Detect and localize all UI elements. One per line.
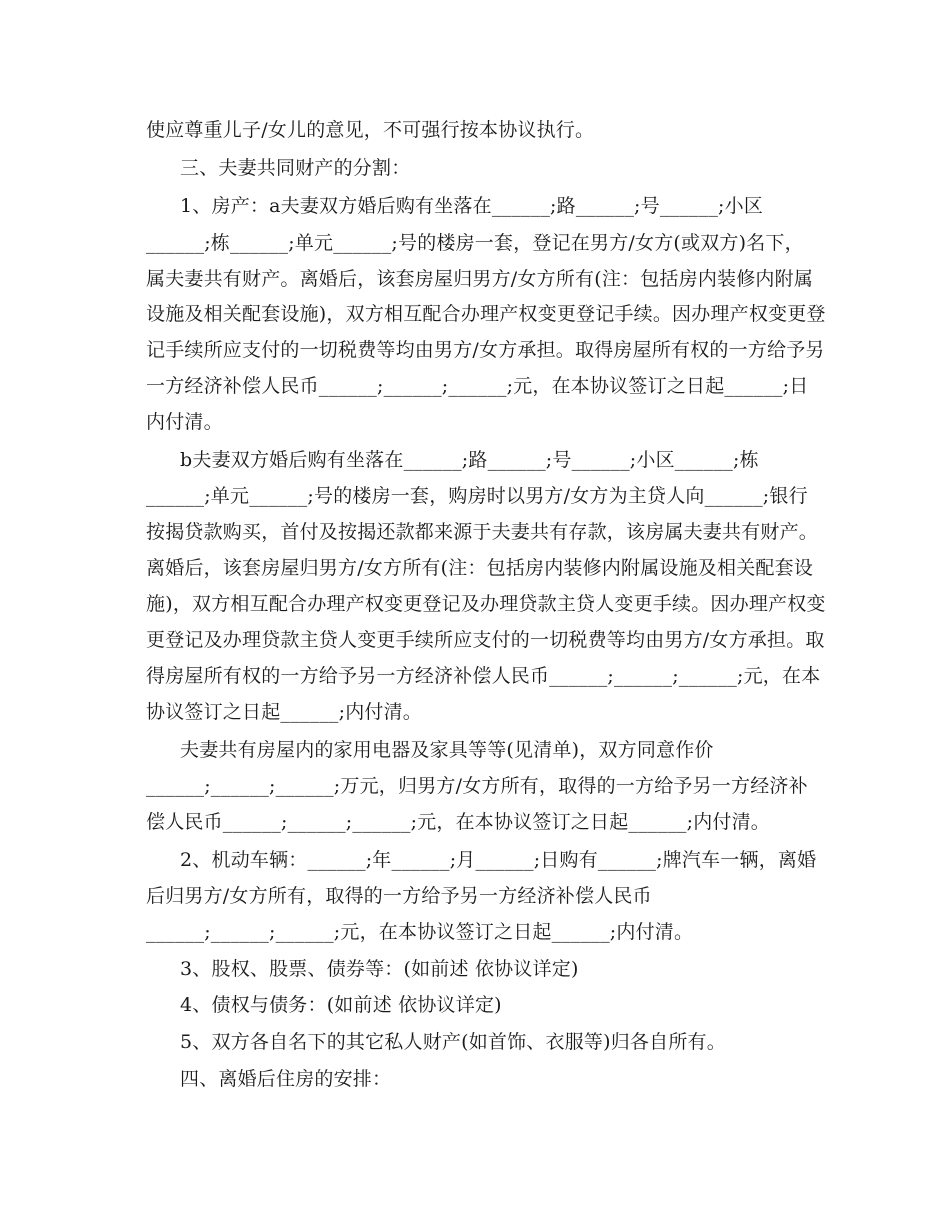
paragraph-line: 更登记及办理贷款主贷人变更手续所应支付的一切税费等均由男方/女方承担。取 [146,629,825,651]
paragraph-line: 夫妻共有房屋内的家用电器及家具等等(见清单)，双方同意作价 [180,739,714,761]
list-item: 3、股权、股票、债券等：(如前述 依协议详定) [180,958,579,980]
paragraph-line: 按揭贷款购买，首付及按揭还款都来源于夫妻共有存款，该房属夫妻共有财产。 [146,521,819,543]
paragraph-line: ______;栋______;单元______;号的楼房一套，登记在男方/女方(或双方)名下， [146,232,804,254]
paragraph-line: b夫妻双方婚后购有坐落在______;路______;号______;小区______;栋 [180,449,759,471]
list-item: 4、债权与债务：(如前述 依协议详定) [180,994,502,1016]
paragraph-line: ______;______;______;元，在本协议签订之日起______;内付清。 [146,921,694,943]
paragraph-line: 偿人民币______;______;______;元，在本协议签订之日起______;内付清。 [146,811,771,833]
section-heading: 三、夫妻共同财产的分割： [180,157,411,179]
list-item: 5、双方各自名下的其它私人财产(如首饰、衣服等)归各自所有。 [180,1031,726,1053]
paragraph-line: 离婚后，该套房屋归男方/女方所有(注：包括房内装修内附属设施及相关配套设 [146,557,814,579]
paragraph-line: 内付清。 [146,411,223,433]
section-heading: 四、离婚后住房的安排： [180,1068,392,1090]
paragraph-line: ______;______;______;万元，归男方/女方所有，取得的一方给予另一方经济补 [146,775,808,797]
paragraph-line: ______;单元______;号的楼房一套，购房时以男方/女方为主贷人向______;银行 [146,485,808,507]
paragraph-line: 协议签订之日起______;内付清。 [146,701,423,723]
paragraph-line: 属夫妻共有财产。离婚后，该套房屋归男方/女方所有(注：包括房内装修内附属 [146,268,814,290]
paragraph-line: 使应尊重儿子/女儿的意见，不可强行按本协议执行。 [146,119,595,141]
paragraph-line: 施)，双方相互配合办理产权变更登记及办理贷款主贷人变更手续。因办理产权变 [146,593,826,615]
paragraph-line: 后归男方/女方所有，取得的一方给予另一方经济补偿人民币 [146,885,652,907]
paragraph-line: 2、机动车辆：______;年______;月______;日购有______;牌汽车一辆，离婚 [180,849,817,871]
paragraph-line: 1、房产：a夫妻双方婚后购有坐落在______;路______;号______;小区 [180,195,764,217]
paragraph-line: 一方经济补偿人民币______;______;______;元，在本协议签订之日起______;日 [146,375,809,397]
paragraph-line: 记手续所应支付的一切税费等均由男方/女方承担。取得房屋所有权的一方给予另 [146,339,825,361]
paragraph-line: 设施及相关配套设施)，双方相互配合办理产权变更登记手续。因办理产权变更登 [146,303,826,325]
paragraph-line: 得房屋所有权的一方给予另一方经济补偿人民币______;______;______;元，在本 [146,665,821,687]
